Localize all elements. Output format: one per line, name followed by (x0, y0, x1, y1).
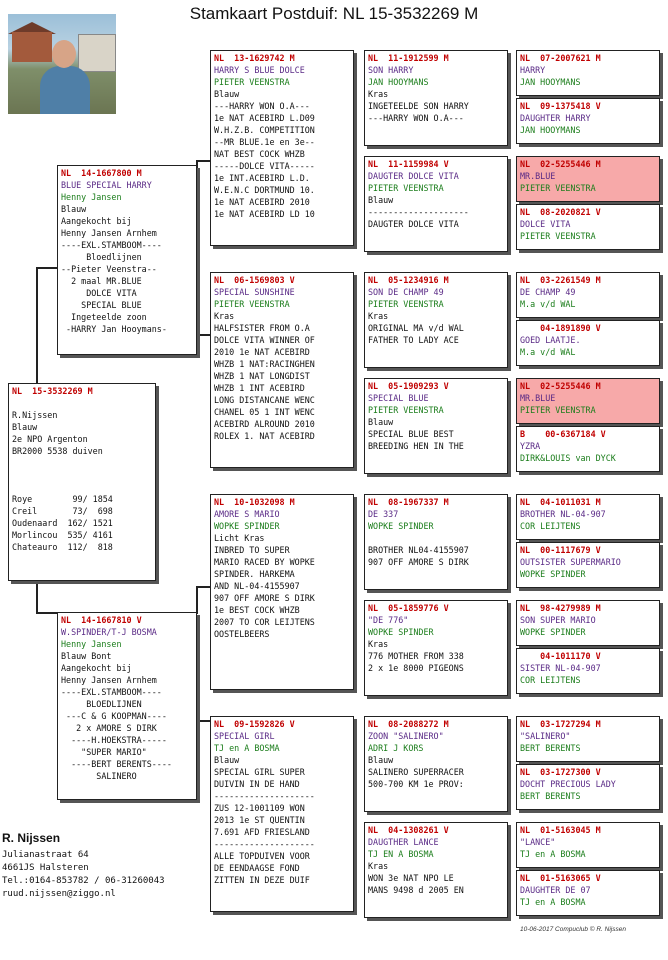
card-body (520, 64, 656, 88)
detail-line: Kras (368, 89, 389, 99)
detail-line: OOSTELBEERS (214, 629, 270, 639)
owner-name: JAN HOOYMANS (368, 77, 429, 87)
card-body (520, 884, 656, 908)
detail-line: 1e NAT ACEBIRD 2010 (214, 197, 310, 207)
pigeon-name: SPECIAL BLUE (368, 393, 429, 403)
card-body (520, 508, 656, 532)
detail-line: ---C & G KOOPMAN---- (61, 711, 167, 721)
detail-line: INBRED TO SUPER (214, 545, 290, 555)
owner-name: DIRK&LOUIS van DYCK (520, 453, 616, 463)
card-body (520, 662, 656, 686)
card-body (520, 218, 656, 242)
owner-name: PIETER VEENSTRA (520, 231, 596, 241)
ring-number: NL 01-5163065 V (520, 873, 601, 883)
detail-line (12, 469, 152, 481)
detail-line: ----EXL.STAMBOOM---- (61, 687, 162, 697)
detail-line: CHANEL 05 1 INT WENC (214, 407, 315, 417)
card-details (12, 397, 152, 553)
owner-name: TJ en A BOSMA (520, 897, 586, 907)
detail-line: 2013 1e ST QUENTIN (214, 815, 305, 825)
ancestor-card[interactable] (516, 764, 660, 810)
pigeon-name: DAUGHTER HARRY (520, 113, 591, 123)
detail-line: SALINERO SUPERRACER (368, 767, 464, 777)
pigeon-name: OUTSISTER SUPERMARIO (520, 557, 621, 567)
great-grandparent-card[interactable] (364, 822, 508, 918)
owner-name: M.a v/d WAL (520, 299, 576, 309)
breeder-city: 4661JS Halsteren (2, 863, 89, 873)
ancestor-card[interactable] (516, 98, 660, 144)
card-body (520, 556, 656, 580)
ring-number: NL 09-1592826 V (214, 719, 295, 729)
detail-line: 2010 1e NAT ACEBIRD (214, 347, 310, 357)
pigeon-name: DOCHT PRECIOUS LADY (520, 779, 616, 789)
connector-line (36, 267, 58, 269)
owner-name: PIETER VEENSTRA (368, 405, 444, 415)
detail-line: ----EXL.STAMBOOM---- (61, 240, 162, 250)
detail-line: NAT BEST COCK WHZB (214, 149, 305, 159)
ring-number: NL 10-1032098 M (214, 497, 295, 507)
pigeon-name: GOED LAATJE. (520, 335, 581, 345)
card-body (520, 334, 656, 358)
detail-line: WHZB 1 NAT:RACINGHEN (214, 359, 315, 369)
detail-line: --Pieter Veenstra-- (61, 264, 157, 274)
connector-line (36, 612, 58, 614)
owner-name: BERT BERENTS (520, 791, 581, 801)
owner-name: ADRI J KORS (368, 743, 424, 753)
breeder-phone: Tel.:0164-853782 / 06-31260043 (2, 876, 165, 886)
pigeon-name: "DE 776" (368, 615, 409, 625)
ancestor-card[interactable] (516, 870, 660, 916)
detail-line: 2e NPO Argenton (12, 434, 88, 444)
pigeon-name: SPECIAL SUNSHINE (214, 287, 295, 297)
detail-line: Aangekocht bij (61, 663, 132, 673)
ring-number: NL 09-1375418 V (520, 101, 601, 111)
ancestor-card[interactable] (516, 204, 660, 250)
ring-number: NL 04-1011031 M (520, 497, 601, 507)
pigeon-name: "SALINERO" (520, 731, 571, 741)
owner-name: JAN HOOYMANS (520, 77, 581, 87)
connector-line (36, 582, 38, 612)
detail-line: Kras (368, 861, 389, 871)
owner-name: Henny Jansen (61, 639, 122, 649)
owner-name: COR LEIJTENS (520, 675, 581, 685)
ancestor-card[interactable] (516, 542, 660, 588)
ring-number: NL 03-2261549 M (520, 275, 601, 285)
detail-line: Ingeteelde zoon (61, 312, 147, 322)
detail-line: Blauw (368, 417, 394, 427)
detail-line: DUIVIN IN DE HAND (214, 779, 300, 789)
highlight-band (517, 392, 659, 416)
pigeon-name: DOLCE VITA (520, 219, 571, 229)
detail-line: -------------------- (368, 207, 469, 217)
subject-pigeon-card[interactable] (8, 383, 156, 581)
detail-line: Blauw (368, 195, 394, 205)
owner-name: TJ en A BOSMA (520, 849, 586, 859)
pigeon-name: MR.BLUE (520, 171, 556, 181)
owner-name: BERT BERENTS (520, 743, 581, 753)
owner-name: WOPKE SPINDER (368, 627, 434, 637)
pigeon-name: SON DE CHAMP 49 (368, 287, 444, 297)
owner-name: TJ EN A BOSMA (368, 849, 434, 859)
detail-line: Creil 73/ 698 (12, 506, 113, 516)
pigeon-name: DAUGHTER DE 07 (520, 885, 591, 895)
detail-line: Kras (368, 311, 389, 321)
detail-line: Roye 99/ 1854 (12, 494, 113, 504)
pigeon-name: "LANCE" (520, 837, 556, 847)
owner-name: PIETER VEENSTRA (214, 77, 290, 87)
detail-line: BROTHER NL04-4155907 (368, 545, 469, 555)
detail-line: Henny Jansen Arnhem (61, 228, 157, 238)
ancestor-card[interactable] (516, 272, 660, 318)
owner-name: PIETER VEENSTRA (214, 299, 290, 309)
ancestor-card[interactable] (516, 320, 660, 366)
detail-line: 2 x 1e 8000 PIGEONS (368, 663, 464, 673)
detail-line: --MR BLUE.1e en 3e-- (214, 137, 315, 147)
connector-line (196, 160, 210, 162)
detail-line: BLOEDLIJNEN (61, 699, 142, 709)
detail-line: -------------------- (214, 791, 315, 801)
detail-line: 776 MOTHER FROM 338 (368, 651, 464, 661)
detail-line: Blauw (61, 204, 87, 214)
detail-line: 1e BEST COCK WHZB (214, 605, 300, 615)
detail-line: W.H.Z.B. COMPETITION (214, 125, 315, 135)
owner-name: WOPKE SPINDER (520, 627, 586, 637)
detail-line: MANS 9498 d 2005 EN (368, 885, 464, 895)
detail-line: LONG DISTANCANE WENC (214, 395, 315, 405)
detail-line: Kras (368, 639, 389, 649)
pigeon-name: DE CHAMP 49 (520, 287, 576, 297)
grandparent-card[interactable] (210, 272, 354, 468)
owner-name: TJ en A BOSMA (214, 743, 280, 753)
detail-line: 907 OFF AMORE S DIRK (214, 593, 315, 603)
detail-line: BR2000 5538 duiven (12, 446, 103, 456)
breeder-name: R. Nijssen (2, 831, 61, 845)
detail-line: HALFSISTER FROM O.A (214, 323, 310, 333)
ring-number: NL 01-5163045 M (520, 825, 601, 835)
card-body (520, 730, 656, 754)
pigeon-name: YZRA (520, 441, 541, 451)
breeder-email[interactable]: ruud.nijssen@ziggo.nl (2, 889, 116, 899)
pigeon-name: W.SPINDER/T-J BOSMA (61, 627, 157, 637)
connector-line (196, 720, 210, 722)
detail-line: ---HARRY WON O.A--- (368, 113, 464, 123)
breeder-address: Julianastraat 64 (2, 850, 89, 860)
detail-line: ----BERT BERENTS---- (61, 759, 172, 769)
detail-line: MARIO RACED BY WOPKE (214, 557, 315, 567)
detail-line: Chateauro 112/ 818 (12, 542, 113, 552)
owner-name: WOPKE SPINDER (368, 521, 434, 531)
pigeon-name: MR.BLUE (520, 393, 556, 403)
detail-line: Blauw (214, 755, 240, 765)
connector-line (196, 586, 198, 614)
ring-number: NL 08-2020821 V (520, 207, 601, 217)
pigeon-name: SISTER NL-04-907 (520, 663, 601, 673)
ring-number: NL 11-1159984 V (368, 159, 449, 169)
detail-line: ROLEX 1. NAT ACEBIRD (214, 431, 315, 441)
connector-line (196, 334, 210, 336)
great-grandparent-card[interactable] (364, 716, 508, 812)
detail-line: SALINERO (61, 771, 137, 781)
footer-credit: 10-06-2017 Compuclub © R. Nijssen (520, 926, 626, 933)
pigeon-name: BROTHER NL-04-907 (520, 509, 606, 519)
ring-number: NL 14-1667810 V (61, 615, 142, 625)
detail-line: 1e NAT ACEBIRD L.D09 (214, 113, 315, 123)
detail-line: 907 OFF AMORE S DIRK (368, 557, 469, 567)
owner-name: PIETER VEENSTRA (368, 183, 444, 193)
great-grandparent-card[interactable] (364, 272, 508, 368)
detail-line: INGETEELDE SON HARRY (368, 101, 469, 111)
detail-line: Blauw Bont (61, 651, 112, 661)
great-grandparent-card[interactable] (364, 378, 508, 474)
ring-number: NL 02-5255446 M (520, 381, 601, 391)
pigeon-name: SON SUPER MARIO (520, 615, 596, 625)
detail-line: DAUGTER DOLCE VITA (368, 219, 459, 229)
detail-line: ---HARRY WON O.A--- (214, 101, 310, 111)
ring-number: NL 02-5255446 M (520, 159, 601, 169)
ring-number: NL 14-1667800 M (61, 168, 142, 178)
detail-line: ALLE TOPDUIVEN VOOR (214, 851, 310, 861)
pigeon-name: BLUE SPECIAL HARRY (61, 180, 152, 190)
detail-line: Blauw (368, 755, 394, 765)
card-body (520, 112, 656, 136)
detail-line: AND NL-04-4155907 (214, 581, 300, 591)
ring-number: NL 04-1308261 V (368, 825, 449, 835)
pigeon-name: HARRY S BLUE DOLCE (214, 65, 305, 75)
ancestor-card[interactable] (516, 648, 660, 694)
detail-line: DOLCE VITA (61, 288, 137, 298)
ancestor-card[interactable] (516, 716, 660, 762)
detail-line: SPECIAL BLUE BEST (368, 429, 454, 439)
owner-name: M.a v/d WAL (520, 347, 576, 357)
detail-line: Blauw (12, 422, 38, 432)
detail-line: WHZB 1 INT ACEBIRD (214, 383, 305, 393)
detail-line: 1e INT.ACEBIRD L.D. (214, 173, 310, 183)
ring-number: NL 11-1912599 M (368, 53, 449, 63)
detail-line: ----H.HOEKSTRA----- (61, 735, 167, 745)
detail-line: 2 x AMORE S DIRK (61, 723, 157, 733)
connector-line (196, 586, 210, 588)
owner-name: COR LEIJTENS (520, 521, 581, 531)
detail-line: WON 3e NAT NPO LE (368, 873, 454, 883)
detail-line: W.E.N.C DORTMUND 10. (214, 185, 315, 195)
highlight-band (517, 170, 659, 194)
ring-number: NL 08-2088272 M (368, 719, 449, 729)
detail-line: WHZB 1 NAT LONGDIST (214, 371, 310, 381)
ring-number: NL 05-1909293 V (368, 381, 449, 391)
detail-line: DE EENDAAGSE FOND (214, 863, 300, 873)
detail-line: Aangekocht bij (61, 216, 132, 226)
detail-line (12, 457, 152, 469)
card-body (520, 286, 656, 310)
detail-line (12, 397, 152, 409)
great-grandparent-card[interactable] (364, 50, 508, 146)
ancestor-card[interactable] (516, 426, 660, 472)
detail-line: Blauw (214, 89, 240, 99)
pigeon-name: HARRY (520, 65, 546, 75)
ring-number: NL 00-1117679 V (520, 545, 601, 555)
detail-line: 500-700 KM 1e PROV: (368, 779, 464, 789)
ancestor-card[interactable] (516, 494, 660, 540)
ring-number: NL 05-1234916 M (368, 275, 449, 285)
detail-line: FATHER TO LADY ACE (368, 335, 459, 345)
ring-number: 04-1011170 V (520, 651, 601, 661)
pigeon-name: DAUGTER DOLCE VITA (368, 171, 459, 181)
detail-line: ACEBIRD ALROUND 2010 (214, 419, 315, 429)
detail-line: ZITTEN IN DEZE DUIF (214, 875, 310, 885)
grandparent-card[interactable] (210, 716, 354, 912)
detail-line (12, 481, 152, 493)
owner-name: PIETER VEENSTRA (520, 183, 596, 193)
detail-line: Licht Kras (214, 533, 265, 543)
detail-line: -------------------- (214, 839, 315, 849)
owner-name: JAN HOOYMANS (520, 125, 581, 135)
detail-line: Oudenaard 162/ 1521 (12, 518, 113, 528)
ring-number: B 00-6367184 V (520, 429, 606, 439)
ring-number: NL 05-1859776 V (368, 603, 449, 613)
pigeon-name: ZOON "SALINERO" (368, 731, 444, 741)
detail-line: SPINDER. HARKEMA (214, 569, 295, 579)
great-grandparent-card[interactable] (364, 494, 508, 590)
detail-line: R.Nijssen (12, 410, 58, 420)
owner-name: WOPKE SPINDER (520, 569, 586, 579)
ring-number: NL 03-1727294 M (520, 719, 601, 729)
owner-name: WOPKE SPINDER (214, 521, 280, 531)
breeder-info (2, 832, 165, 901)
detail-line: SPECIAL BLUE (61, 300, 142, 310)
owner-name: PIETER VEENSTRA (368, 299, 444, 309)
ring-number: NL 07-2007621 M (520, 53, 601, 63)
pigeon-name: SPECIAL GIRL (214, 731, 275, 741)
detail-line: 2007 TO COR LEIJTENS (214, 617, 315, 627)
detail-line: DOLCE VITA WINNER OF (214, 335, 315, 345)
breeder-photo (8, 14, 116, 114)
ring-number: NL 08-1967337 M (368, 497, 449, 507)
pigeon-name: DAUGTHER LANCE (368, 837, 439, 847)
card-body (520, 440, 656, 464)
detail-line: -----DOLCE VITA----- (214, 161, 315, 171)
detail-line: "SUPER MARIO" (61, 747, 147, 757)
detail-line: Kras (214, 311, 235, 321)
owner-name: Henny Jansen (61, 192, 122, 202)
ancestor-card[interactable] (516, 600, 660, 646)
detail-line: ORIGINAL MA v/d WAL (368, 323, 464, 333)
card-body (520, 778, 656, 802)
father-card[interactable] (57, 165, 197, 355)
great-grandparent-card[interactable] (364, 600, 508, 696)
ring-number: NL 98-4279989 M (520, 603, 601, 613)
detail-line: 7.691 AFD FRIESLAND (214, 827, 310, 837)
detail-line: BREEDING HEN IN THE (368, 441, 464, 451)
pigeon-name: AMORE S MARIO (214, 509, 280, 519)
detail-line: SPECIAL GIRL SUPER (214, 767, 305, 777)
pigeon-name: SON HARRY (368, 65, 414, 75)
detail-line: 1e NAT ACEBIRD LD 10 (214, 209, 315, 219)
ring-number: NL 06-1569803 V (214, 275, 295, 285)
pigeon-name: DE 337 (368, 509, 399, 519)
ancestor-card[interactable] (516, 156, 660, 202)
ancestor-card[interactable] (516, 822, 660, 868)
ancestor-card[interactable] (516, 50, 660, 96)
ancestor-card[interactable] (516, 378, 660, 424)
ring-number: NL 03-1727300 V (520, 767, 601, 777)
ring-number: NL 15-3532269 M (12, 386, 93, 396)
card-body (520, 614, 656, 638)
detail-line: -HARRY Jan Hooymans- (61, 324, 167, 334)
grandparent-card[interactable] (210, 50, 354, 246)
connector-line (36, 267, 38, 383)
card-details (61, 203, 193, 335)
detail-line: Morlincou 535/ 4161 (12, 530, 113, 540)
page-title: Stamkaart Postduif: NL 15-3532269 M (189, 4, 479, 23)
detail-line: Bloedlijnen (61, 252, 142, 262)
card-body (520, 836, 656, 860)
great-grandparent-card[interactable] (364, 156, 508, 252)
detail-line: 2 maal MR.BLUE (61, 276, 142, 286)
detail-line: Henny Jansen Arnhem (61, 675, 157, 685)
detail-line (368, 532, 504, 544)
owner-name: PIETER VEENSTRA (520, 405, 596, 415)
card-details (61, 650, 193, 782)
mother-card[interactable] (57, 612, 197, 800)
ring-number: NL 13-1629742 M (214, 53, 295, 63)
detail-line: ZUS 12-1001109 WON (214, 803, 305, 813)
ring-number: 04-1891890 V (520, 323, 601, 333)
grandparent-card[interactable] (210, 494, 354, 690)
